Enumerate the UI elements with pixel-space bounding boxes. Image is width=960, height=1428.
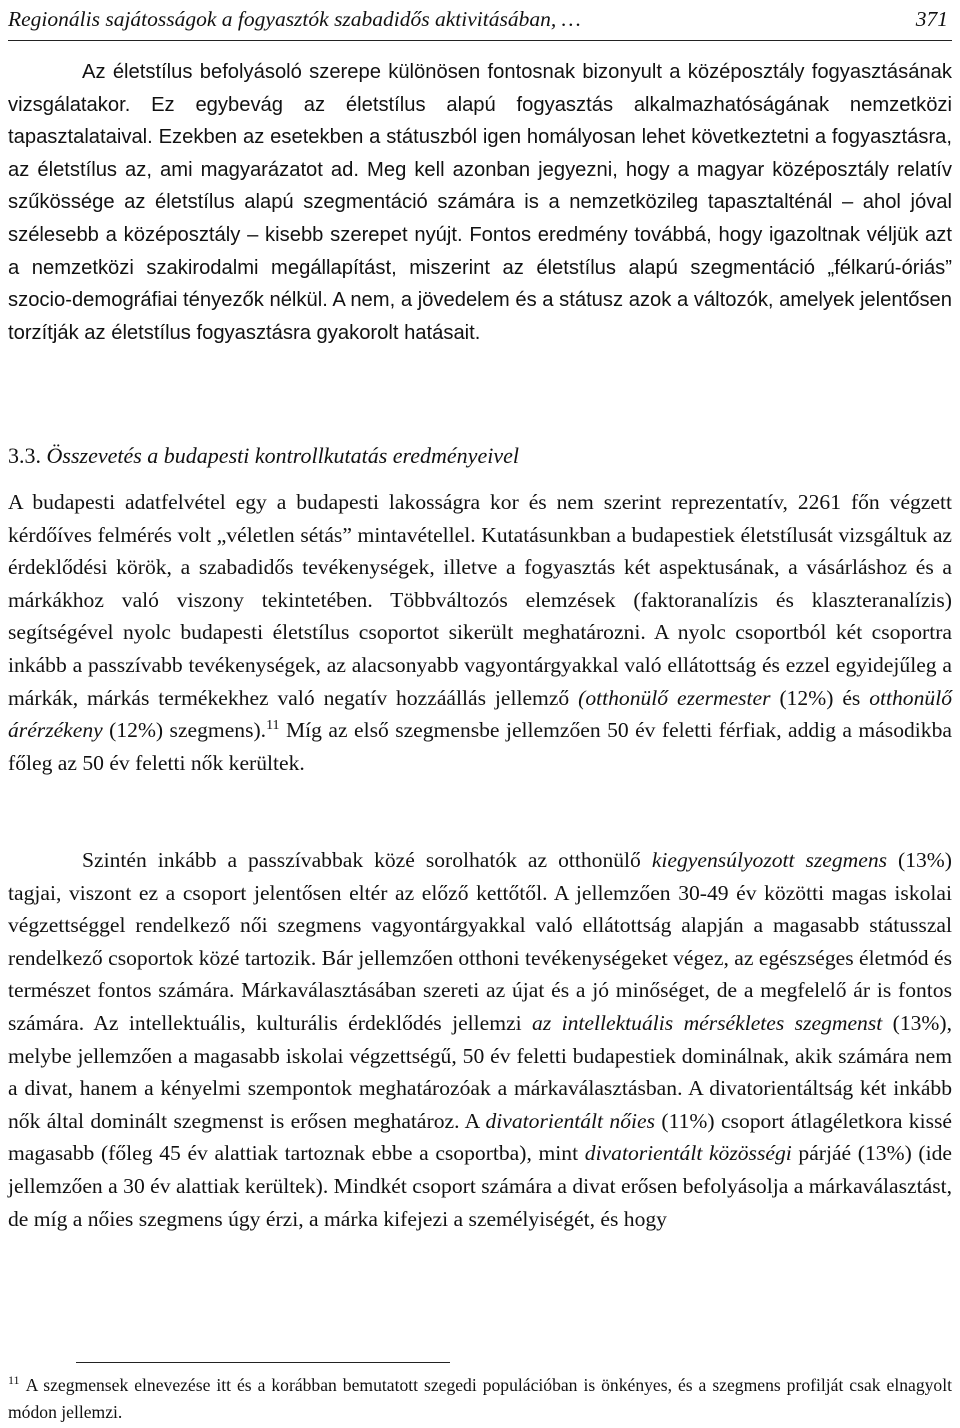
paragraph-3-text-2: (13%) tagjai, viszont ez a csoport jelentősen eltér az előző kettőtől. A jellemzően 30-49 év közötti magas iskolai végzettséggel rendelkező női szegmens vagyontárgyakkal való ellátottság alapján a magasabb státusszal rendelkező csoportok közé tartozik. Bár jellemzően otthoni tevékenységeket végez, az egészséges életmód és természet fontos számára. Márkaválasztásában szereti az újat és a jó minőséget, de a megfelelő ár is fontos számára. Az intellektuális, kulturális érdeklődés jellemzi: [8, 848, 952, 1035]
paragraph-2: [8, 486, 952, 779]
footnote-reference[interactable]: 11: [266, 718, 280, 734]
paragraph-3-text-3: (13%), melybe jellemzően a magasabb iskolai végzettségű, 50 év feletti budapestiek dominálnak, akik számára nem a divat, hanem a kényelmi szempontok meghatározóak a márkaválasztásban. A divatorientáltság két inkább nők által dominált szegmenst is erősen meghatároz. A: [8, 1010, 953, 1133]
paragraph-3-text-4: (11%) csoport átlagéletkora kissé magasabb (főleg 45 év alattiak tartoznak ebbe a csoportba), mint: [8, 1108, 952, 1166]
page-number: 371: [915, 7, 948, 31]
footnote-number: 11: [8, 1373, 20, 1387]
footnote: [8, 1372, 952, 1426]
paragraph-2-emphasis-1: (otthonülő ezermester: [578, 685, 771, 710]
paragraph-2-text-3: (12%) szegmens).: [102, 718, 267, 743]
paragraph-3-text-5: párjáé (13%) (ide jellemzően a 30 év alattiak kerültek). Mindkét csoport számára a divat erősen befolyásolja a márkaválasztást, de míg a nőies szegmens úgy érzi, a márka kifejezi a személyiségét, és hogy: [8, 1141, 952, 1231]
running-header-title: Regionális sajátosságok a fogyasztók szabadidős aktivitásában, …: [8, 7, 581, 31]
section-number: 3.3.: [8, 443, 41, 468]
running-header: [8, 6, 952, 41]
section-title: Összevetés a budapesti kontrollkutatás eredményeivel: [46, 443, 519, 468]
footnote-text: A szegmensek elnevezése itt és a korábban bemutatott szegedi populációban is önkényes, és a szegmens profilját csak elnagyolt módon jellemzi.: [8, 1375, 952, 1422]
footnote-divider: [76, 1362, 450, 1363]
paragraph-2-text-4: Míg az első szegmensbe jellemzően 50 év feletti férfiak, addig a másodikba főleg az 50 év feletti nők kerültek.: [8, 718, 952, 775]
paragraph-3-emphasis-1: kiegyensúlyozott szegmens: [651, 848, 888, 872]
paragraph-3-emphasis-4: divatorientált közösségi: [584, 1141, 792, 1166]
paragraph-2-emphasis-2: otthonülő árérzékeny: [8, 685, 952, 743]
paragraph-2-text-2: (12%) és: [770, 685, 870, 710]
paragraph-2-text-1: A budapesti adatfelvétel egy a budapesti lakosságra kor és nem szerint reprezentatív, 2261 főn végzett kérdőíves felmérés volt „véletlen sétás” mintavétellel. Kutatásunkban a budapestiek életstílusát vizsgáltuk az érdeklődési körök, a szabadidős tevékenységek, illetve a fogyasztás két aspektusának, a vásárláshoz és a márkákhoz való viszony tekintetében. Többváltozós elemzések (faktoranalízis és klaszteranalízis) segítségével nyolc budapesti életstílus csoportot sikerült meghatározni. A nyolc csoportból két csoportra inkább a passzívabb tevékenységek, az alacsonyabb vagyontárgyakkal való ellátottság és ezzel egyidejűleg a márkák, márkás termékekhez való negatív hozzáállás jellemző: [8, 490, 952, 710]
paragraph-1: Az életstílus befolyásoló szerepe különösen fontosnak bizonyult a középosztály fogyasztásának vizsgálatakor. Ez egybevág az életstílus alapú fogyasztás alkalmazhatóságának nemzetközi tapasztalataival. Ezekben az esetekben a státuszból igen homályosan lehet következtetni a fogyasztásra, az életstílus az, ami magyarázatot ad. Meg kell azonban jegyezni, hogy a magyar középosztály relatív szűkössége az életstílus alapú szegmentáció számára is a nemzetközileg tapasztalténál – ahol jóval szélesebb a középosztály – kisebb szerepet nyújt. Fontos eredmény továbbá, hogy igazoltnak véljük azt a nemzetközi szakirodalmi megállapítást, miszerint az életstílus alapú szegmentáció „félkarú-óriás” szocio-demográfiai tényezők nélkül. A nem, a jövedelem és a státusz azok a változók, amelyek jelentősen torzítják az életstílus fogyasztásra gyakorolt hatásait.: [8, 61, 952, 344]
paragraph-3-emphasis-3: divatorientált nőies: [485, 1108, 656, 1133]
paragraph-3-emphasis-2: az intellektuális mérsékletes szegmenst: [532, 1010, 883, 1035]
paragraph-3-text-1: Szintén inkább a passzívabbak közé sorolhatók az otthonülő: [82, 848, 652, 872]
section-heading: [8, 440, 952, 472]
paragraph-3: [8, 844, 952, 1235]
